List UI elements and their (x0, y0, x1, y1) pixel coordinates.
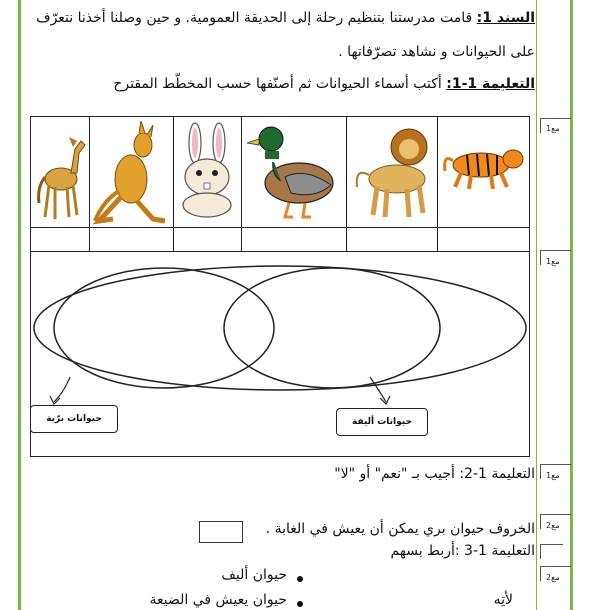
margin-mark-5: مع2 (546, 573, 560, 582)
sanad-line-2: على الحيوانات و نشاهد تصرّفاتها . (338, 44, 535, 60)
label-wild-animals: حيوانات برّية (30, 405, 118, 433)
margin-mark-2: مع1 (546, 257, 560, 266)
instruction-1-1-text: أكتب أسماء الحيوانات ثم أصنّفها حسب المخطّط المقترح (113, 76, 442, 92)
bullet-point (297, 576, 303, 582)
sanad-label: السند 1: (476, 10, 535, 26)
horse-icon (33, 127, 87, 223)
margin-mark-4: مع2 (546, 521, 560, 530)
animal-table (30, 116, 530, 252)
sanad-text: قامت مدرستنا بتنظيم رحلة إلى الحديقة العمومية. و حين وصلنا أخذنا نتعرّف (36, 10, 473, 26)
instruction-1-1 (113, 76, 535, 92)
lion-icon (349, 119, 435, 223)
match-target-1: لأتِه (493, 592, 513, 608)
table-divider (437, 117, 438, 251)
margin-mark-3: مع1 (546, 471, 560, 480)
kangaroo-icon (93, 121, 171, 225)
duck-icon (245, 119, 343, 223)
table-row-line (31, 227, 529, 228)
table-divider (89, 117, 90, 251)
mark-box-6 (540, 544, 563, 559)
match-item-2: حيوان يعيش في الضيعة (149, 592, 287, 608)
instruction-1-3: التعليمة 1-3 :أربط بسهم (390, 543, 535, 559)
label-domestic-animals: حيوانات أليفة (336, 408, 428, 436)
answer-box[interactable] (199, 521, 243, 543)
statement-sheep: الخروف حيوان بري يمكن أن يعيش في الغابة . (265, 521, 535, 537)
tiger-icon (441, 137, 527, 193)
margin-line (536, 0, 537, 610)
instruction-1-1-label: التعليمة 1-1: (446, 76, 535, 92)
table-divider (241, 117, 242, 251)
bullet-point (297, 601, 303, 607)
sanad-line-1 (36, 10, 535, 26)
table-divider (346, 117, 347, 251)
instruction-1-2: التعليمة 1-2: أجيب بـ "نعم" أو "لا" (334, 466, 535, 482)
margin-mark-1: مع1 (546, 124, 560, 133)
rabbit-icon (175, 121, 239, 221)
table-divider (173, 117, 174, 251)
match-item-1: حيوان أليف (221, 567, 287, 583)
